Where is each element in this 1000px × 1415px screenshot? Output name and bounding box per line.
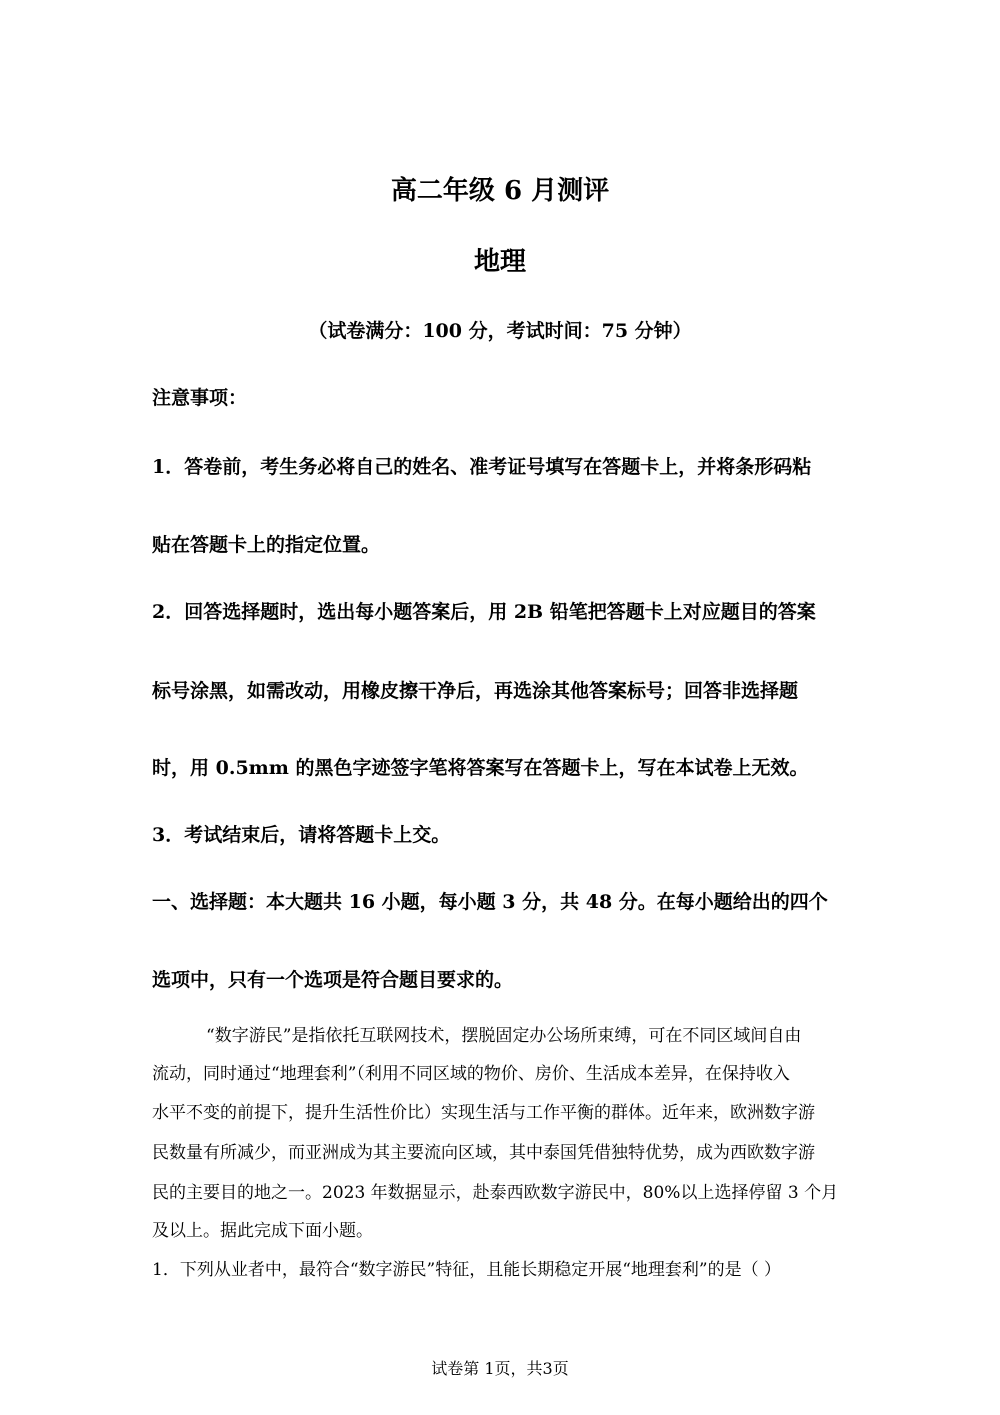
notice-line: 2．回答选择题时，选出每小题答案后，用 2B 铅笔把答题卡上对应题目的答案 — [152, 601, 816, 623]
passage-line: 水平不变的前提下，提升生活性价比）实现生活与工作平衡的群体。近年来，欧洲数字游 — [152, 1103, 815, 1123]
notice-line: 贴在答题卡上的指定位置。 — [152, 534, 381, 556]
passage-line: 民数量有所减少，而亚洲成为其主要流向区域，其中泰国凭借独特优势，成为西欧数字游 — [152, 1143, 815, 1163]
passage-line: 流动，同时通过“地理套利”（利用不同区域的物价、房价、生活成本差异，在保持收入 — [152, 1064, 790, 1084]
passage-line: 民的主要目的地之一。2023 年数据显示，赴泰西欧数字游民中，80%以上选择停留 3 个月 — [152, 1183, 839, 1203]
notice-line: 3．考试结束后，请将答题卡上交。 — [152, 824, 451, 846]
question-text: 1．下列从业者中，最符合“数字游民”特征，且能长期稳定开展“地理套利”的是（ ） — [152, 1260, 781, 1280]
exam-title: 高二年级 6 月测评 — [390, 176, 610, 206]
notice-line: 时，用 0.5mm 的黑色字迹签字笔将答案写在答题卡上，写在本试卷上无效。 — [152, 757, 809, 779]
subject-title: 地理 — [473, 247, 526, 277]
page-footer: 试卷第 1页，共3页 — [431, 1359, 569, 1378]
notice-line: 标号涂黑，如需改动，用橡皮擦干净后，再选涂其他答案标号；回答非选择题 — [152, 680, 799, 702]
notice-heading: 注意事项： — [152, 387, 248, 409]
passage-line: 及以上。据此完成下面小题。 — [152, 1221, 373, 1241]
passage-line: “数字游民”是指依托互联网技术，摆脱固定办公场所束缚，可在不同区域间自由 — [206, 1026, 802, 1046]
exam-info: （试卷满分：100 分，考试时间：75 分钟） — [308, 320, 692, 342]
section-heading-line: 选项中，只有一个选项是符合题目要求的。 — [152, 969, 514, 991]
section-heading-line: 一、选择题：本大题共 16 小题，每小题 3 分，共 48 分。在每小题给出的四个 — [152, 891, 828, 913]
notice-line: 1．答卷前，考生务必将自己的姓名、准考证号填写在答题卡上，并将条形码粘 — [152, 456, 812, 478]
